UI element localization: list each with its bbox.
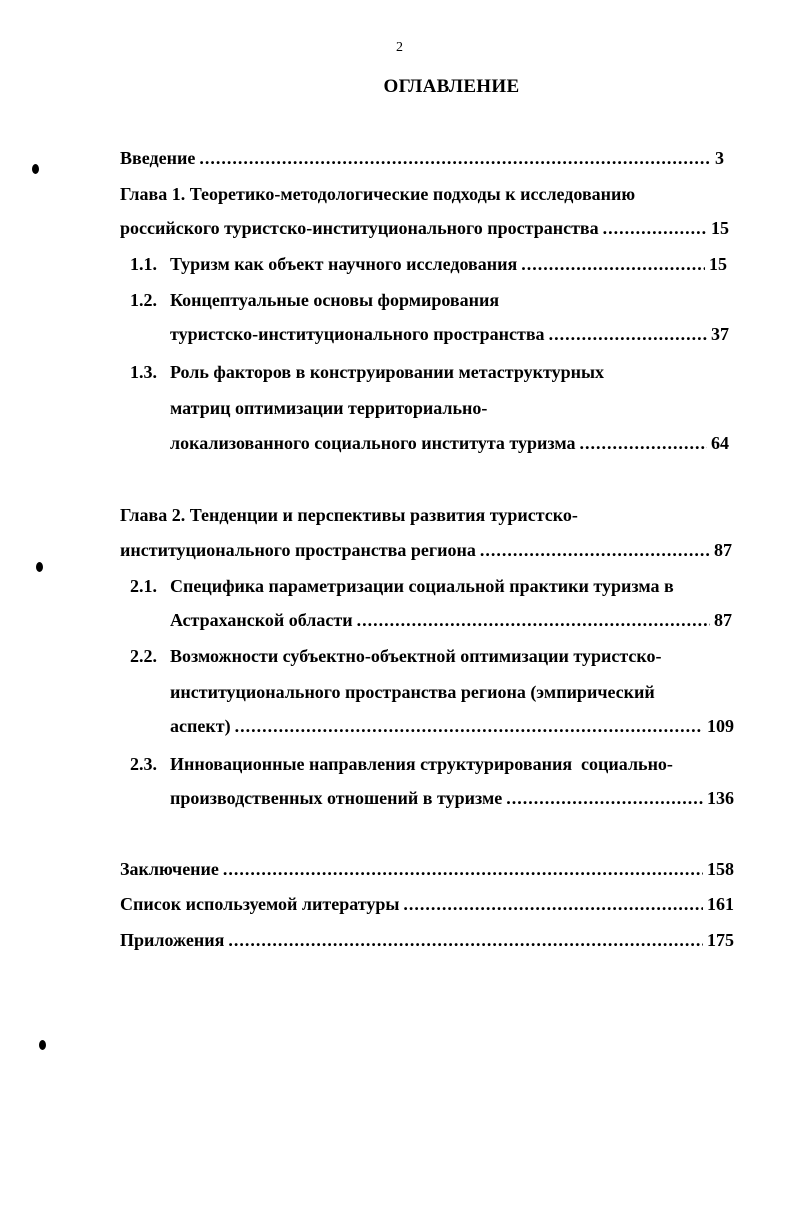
toc-page: 136 <box>707 788 734 808</box>
toc-text: Концептуальные основы формирования <box>170 290 500 310</box>
toc-text: Список используемой литературы <box>120 894 400 914</box>
section-number: 2.2. <box>130 646 157 666</box>
toc-entry-conclusion <box>120 857 734 881</box>
toc-page: 87 <box>714 610 732 630</box>
toc-text: туристско-институционального пространства <box>170 324 545 344</box>
toc-text: Инновационные направления структурирования социально- <box>170 754 673 774</box>
toc-entry-intro <box>120 146 724 170</box>
toc-page: 175 <box>707 930 734 950</box>
margin-mark <box>32 164 39 174</box>
dot-leader <box>357 608 710 632</box>
dot-leader <box>580 431 707 455</box>
dot-leader <box>223 857 703 881</box>
dot-leader <box>235 714 703 738</box>
toc-page: 64 <box>711 433 729 453</box>
toc-text: локализованного социального института туризма <box>170 433 576 453</box>
margin-mark <box>39 1040 46 1050</box>
toc-text: Туризм как объект научного исследования <box>170 254 518 274</box>
toc-section-1-3 <box>170 431 729 455</box>
toc-section-2-2 <box>170 714 734 738</box>
toc-page: 15 <box>711 218 729 238</box>
toc-page: 3 <box>715 148 724 168</box>
toc-section-2-3 <box>170 786 734 810</box>
page-title: ОГЛАВЛЕНИЕ <box>383 76 520 97</box>
dot-leader <box>403 892 703 916</box>
toc-chapter-1 <box>120 216 729 240</box>
dot-leader <box>199 146 711 170</box>
dot-leader <box>228 928 703 952</box>
toc-section-2-3-title <box>130 752 673 776</box>
toc-section-1-2-title <box>130 288 499 312</box>
section-number: 1.2. <box>130 290 157 310</box>
section-number: 1.3. <box>130 362 157 382</box>
toc-section-2-2-cont: институционального пространства региона (эмпирический <box>170 682 655 702</box>
section-number: 2.3. <box>130 754 157 774</box>
page-number: 2 <box>396 40 403 55</box>
toc-text: Введение <box>120 148 196 168</box>
toc-entry-appendix <box>120 928 734 952</box>
toc-section-2-1-title <box>130 574 674 598</box>
toc-page: 109 <box>707 716 734 736</box>
toc-text: Специфика параметризации социальной практики туризма в <box>170 576 674 596</box>
toc-text: Астраханской области <box>170 610 353 630</box>
toc-chapter-2-title: Глава 2. Тенденции и перспективы развития туристско- <box>120 505 578 525</box>
toc-text: аспект) <box>170 716 231 736</box>
toc-text: российского туристско-институционального пространства <box>120 218 599 238</box>
toc-text: производственных отношений в туризме <box>170 788 503 808</box>
toc-section-1-3-title <box>130 360 604 384</box>
toc-section-1-3-cont: матриц оптимизации территориально- <box>170 398 488 418</box>
toc-entry-bibliography <box>120 892 734 916</box>
toc-text: Заключение <box>120 859 219 879</box>
toc-page: 158 <box>707 859 734 879</box>
dot-leader <box>506 786 703 810</box>
dot-leader <box>549 322 707 346</box>
section-number: 1.1. <box>130 254 157 274</box>
dot-leader <box>521 252 705 276</box>
toc-text: Возможности субъектно-объектной оптимизации туристско- <box>170 646 662 666</box>
toc-section-1-2 <box>170 322 729 346</box>
toc-text: Роль факторов в конструировании метаструктурных <box>170 362 605 382</box>
toc-section-2-1 <box>170 608 732 632</box>
toc-chapter-1-title: Глава 1. Теоретико-методологические подходы к исследованию <box>120 184 636 204</box>
toc-chapter-2 <box>120 538 732 562</box>
toc-section-2-2-title <box>130 644 662 668</box>
toc-page: 15 <box>709 254 727 274</box>
toc-page: 87 <box>714 540 732 560</box>
toc-page: 37 <box>711 324 729 344</box>
toc-section-1-1 <box>130 252 727 276</box>
toc-text: Приложения <box>120 930 225 950</box>
dot-leader <box>603 216 707 240</box>
toc-page: 161 <box>707 894 734 914</box>
toc-text: институционального пространства региона <box>120 540 476 560</box>
section-number: 2.1. <box>130 576 157 596</box>
margin-mark <box>36 562 43 572</box>
dot-leader <box>480 538 710 562</box>
